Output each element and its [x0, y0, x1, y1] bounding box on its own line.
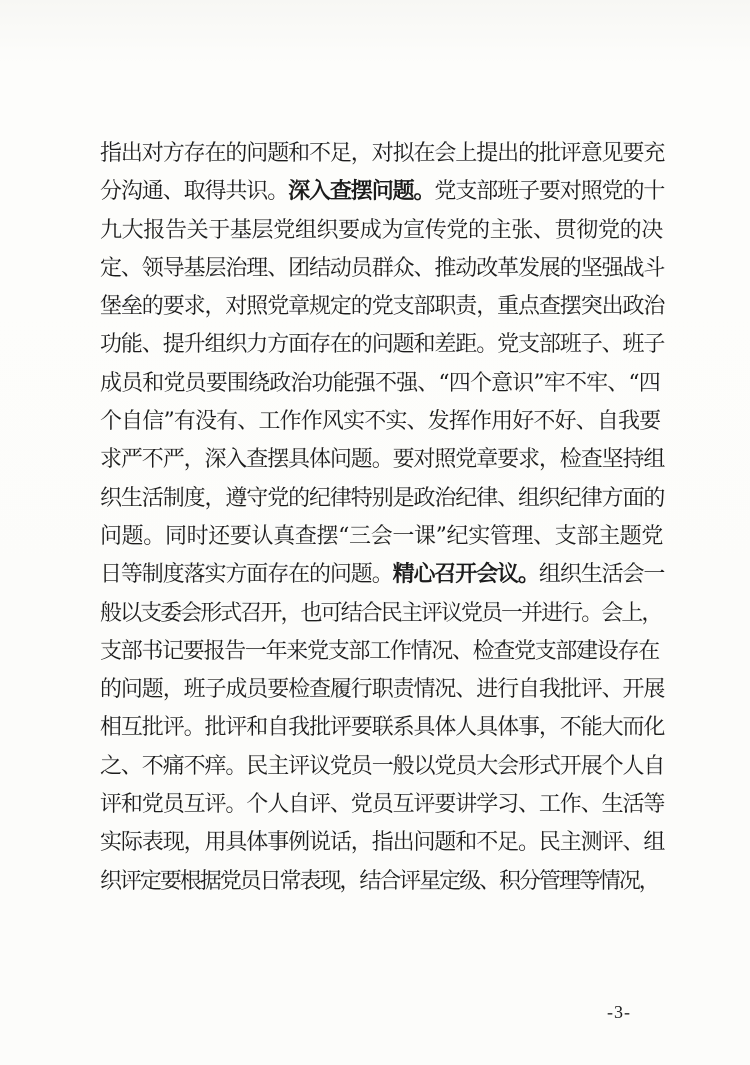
- text-line: 织评定要根据党员日常表现，结合评星定级、积分管理等情况，: [100, 868, 659, 894]
- text-line: 成员和党员要围绕政治功能强不强、“四个意识”牢不牢、“四: [100, 370, 660, 396]
- text-line: 堡垒的要求，对照党章规定的党支部职责，重点查摆突出政治: [100, 294, 665, 320]
- text-segment: 分沟通、取得共识。: [100, 179, 289, 205]
- text-line: 实际表现，用具体事例说话，指出问题和不足。民主测评、组: [100, 830, 665, 856]
- text-line: 般以支委会形式召开，也可结合民主评议党员一并进行。会上，: [100, 600, 662, 626]
- section-heading: 精心召开会议。: [392, 562, 539, 588]
- text-segment: 日等制度落实方面存在的问题。: [100, 562, 393, 588]
- text-line: [100, 556, 665, 594]
- text-segment: 党支部班子要对照党的十: [434, 179, 665, 205]
- text-segment: 组织生活会一: [538, 562, 665, 588]
- text-line: 的问题，班子成员要检查履行职责情况、进行自我批评、开展: [100, 677, 665, 703]
- text-line: 评和党员互评。个人自评、党员互评要讲学习、工作、生活等: [100, 792, 665, 818]
- text-line: 织生活制度，遵守党的纪律特别是政治纪律、组织纪律方面的: [100, 485, 665, 511]
- text-line: 求严不严，深入查摆具体问题。要对照党章要求，检查坚持组: [100, 447, 665, 473]
- text-line: 指出对方存在的问题和不足，对拟在会上提出的批评意见要充: [100, 141, 665, 166]
- text-line: 功能、提升组织力方面存在的问题和差距。党支部班子、班子: [100, 332, 665, 358]
- text-line: 之、不痛不痒。民主评议党员一般以党员大会形式开展个人自: [100, 753, 665, 779]
- text-line: 问题。同时还要认真查摆“三会一课”纪实管理、支部主题党: [100, 523, 664, 549]
- text-line: 相互批评。批评和自我批评要联系具体人具体事，不能大而化: [100, 715, 665, 741]
- text-line: 支部书记要报告一年来党支部工作情况、检查党支部建设存在: [100, 638, 659, 664]
- page-number: -3-: [607, 1002, 631, 1022]
- section-heading: 深入查摆问题。: [288, 179, 435, 205]
- text-line: 个自信”有没有、工作作风实不实、发挥作用好不好、自我要: [100, 409, 661, 435]
- text-line: [100, 173, 665, 211]
- text-line: 九大报告关于基层党组织要成为宣传党的主张、贯彻党的决: [100, 217, 663, 243]
- text-line: 定、领导基层治理、团结动员群众、推动改革发展的坚强战斗: [100, 255, 665, 281]
- body-text: [100, 135, 665, 901]
